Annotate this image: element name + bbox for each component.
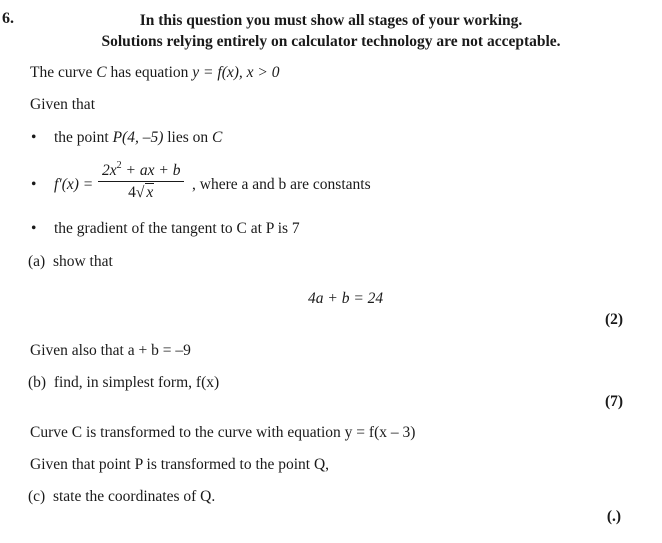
part-c-text: state the coordinates of Q. (52, 488, 216, 505)
part-c (28, 488, 215, 506)
part-a-text: show that (52, 253, 113, 270)
instruction-line-2: Solutions relying entirely on calculator technology are not acceptable. (101, 33, 561, 50)
given-that-label: Given that (30, 96, 95, 113)
bullet-1-curve: C (212, 129, 223, 146)
part-b-marks: (7) (604, 393, 624, 410)
bullet-dot-3: • (31, 220, 37, 237)
bullet-dot-1: • (31, 129, 37, 146)
bullet-1-suffix: lies on (163, 129, 213, 146)
part-a-marks: (2) (604, 311, 624, 328)
part-b-label: (b) (28, 374, 47, 391)
part-c-marks: (.) (606, 508, 622, 525)
derivative-lhs: f′(x) = (54, 176, 94, 193)
intro-prefix: The curve (30, 64, 97, 81)
bullet-dot-2: • (31, 176, 37, 193)
curve-equation: y = f(x), x > 0 (192, 64, 280, 81)
bullet-1-prefix: the point (54, 129, 113, 146)
fraction-denominator: 4√ x (128, 184, 154, 201)
part-b-text: find, in simplest form, f(x) (53, 374, 220, 391)
question-number: 6. (2, 10, 14, 27)
fraction-numerator: $2x^2$ + ax + b (102, 160, 181, 179)
bullet-point-on-curve (54, 129, 222, 147)
part-c-label: (c) (28, 488, 46, 505)
constants-note: , where a and b are constants (192, 176, 371, 193)
curve-name: C (96, 64, 107, 81)
bullet-gradient-condition: the gradient of the tangent to C at P is 7 (54, 220, 300, 237)
transform-statement: Curve C is transformed to the curve with equation y = f(x – 3) (30, 424, 416, 441)
transform-point-statement: Given that point P is transformed to the point Q, (30, 456, 330, 473)
part-a (28, 253, 113, 271)
intro-mid: has equation (106, 64, 193, 81)
part-a-equation: 4a + b = 24 (308, 290, 384, 307)
instruction-line-1: In this question you must show all stages of your working. (139, 12, 523, 29)
point-p: P(4, –5) (112, 129, 164, 146)
curve-equation-statement (30, 64, 279, 82)
derivative-fraction (98, 162, 184, 202)
part-a-label: (a) (28, 253, 46, 270)
part-b (28, 374, 219, 392)
given-also-statement: Given also that a + b = –9 (30, 342, 191, 359)
